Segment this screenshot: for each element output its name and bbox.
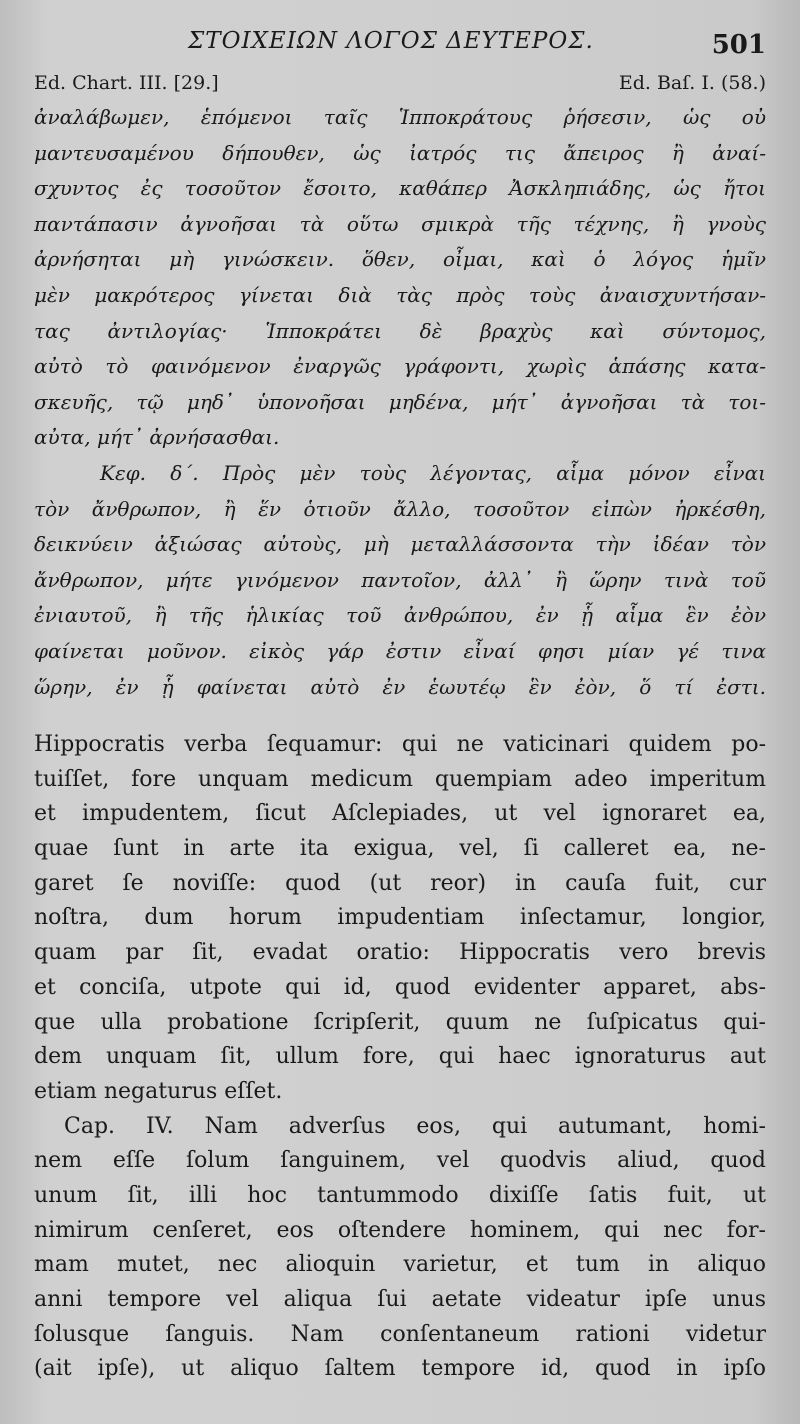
- greek-line: αὐτα, μήτ᾽ ἀρνήσασθαι.: [34, 425, 280, 450]
- running-head: [0, 22, 800, 62]
- greek-line: σκευῆς, τῷ μηδ᾽ ὑπονοῆσαι μηδένα, μήτ᾽ ἀγνοῆσαι τὰ τοι-: [34, 389, 766, 414]
- latin-line: Hippocratis verba ſequamur: qui ne vaticinari quidem po-: [34, 732, 766, 757]
- latin-line: que ulla probatione ſcripſerit, quum ne ſuſpicatus qui-: [34, 1009, 766, 1035]
- latin-line: tuiſſet, fore unquam medicum quempiam adeo imperitum: [34, 766, 766, 792]
- latin-line: anni tempore vel aliqua ſui aetate videatur ipſe unus: [34, 1287, 766, 1312]
- latin-line: quae ſunt in arte ita exigua, vel, ſi calleret ea, ne-: [34, 836, 766, 862]
- greek-line: δεικνύειν ἀξιώσας αὐτοὺς, μὴ μεταλλάσσοντα τὴν ἰδέαν τὸν: [34, 532, 766, 557]
- edition-basel: Ed. Baſ. I. (58.): [618, 72, 766, 94]
- greek-line: ὥρην, ἐν ᾗ φαίνεται αὐτὸ ἐν ἑωυτέῳ ἓν ἐὸν, ὅ τί ἐστι.: [34, 674, 766, 699]
- latin-line: (ait ipſe), ut aliquo ſaltem tempore id, quod in ipſo: [34, 1356, 766, 1382]
- latin-line: nimirum cenſeret, eos oſtendere hominem, qui nec for-: [34, 1217, 766, 1243]
- greek-line: ἀναλάβωμεν, ἑπόμενοι ταῖς Ἱπποκράτους ῥήσεσιν, ὡς οὐ: [34, 105, 766, 129]
- greek-line: ἀρνήσηται μὴ γινώσκειν. ὅθεν, οἶμαι, καὶ ὁ λόγος ἡμῖν: [34, 247, 766, 272]
- greek-line: μὲν μακρότερος γίνεται διὰ τὰς πρὸς τοὺς ἀναισχυντήσαν-: [34, 282, 766, 307]
- latin-line: unum ſit, illi hoc tantummodo dixiſſe ſatis fuit, ut: [34, 1182, 766, 1208]
- latin-line: dem unquam ſit, ullum fore, qui haec ignoraturus aut: [34, 1044, 766, 1070]
- greek-line: αὐτὸ τὸ φαινόμενον ἐναργῶς γράφοντι, χωρὶς ἁπάσης κατα-: [34, 354, 766, 379]
- greek-chapter-heading-line: Κεφ. δ΄. Πρὸς μὲν τοὺς λέγοντας, αἷμα μόνον εἶναι: [100, 460, 766, 485]
- greek-line: σχυντος ἐς τοσοῦτον ἔσοιτο, καθάπερ Ἀσκληπιάδης, ὡς ἤτοι: [34, 176, 766, 201]
- edition-chartier: Ed. Chart. III. [29.]: [34, 72, 219, 94]
- latin-line: et impudentem, ſicut Aſclepiades, ut vel ignoraret ea,: [34, 801, 766, 827]
- greek-line: μαντευσαμένου δήπουθεν, ὡς ἰατρός τις ἄπειρος ἢ ἀναί-: [34, 140, 766, 165]
- greek-line: φαίνεται μοῦνον. εἰκὸς γάρ ἐστιν εἶναί φησι μίαν γέ τινα: [34, 638, 766, 663]
- page-number: 501: [711, 30, 766, 60]
- latin-line: noſtra, dum horum impudentiam inſectamur, longior,: [34, 905, 766, 931]
- latin-chapter-heading-line: Cap. IV. Nam adverſus eos, qui autumant, homi-: [64, 1113, 766, 1139]
- latin-text: [34, 728, 766, 1387]
- greek-line: τας ἀντιλογίας· Ἱπποκράτει δὲ βραχὺς καὶ σύντομος,: [34, 318, 766, 343]
- greek-line: ἐνιαυτοῦ, ἢ τῆς ἡλικίας τοῦ ἀνθρώπου, ἐν ᾗ αἷμα ἓν ἐὸν: [34, 603, 766, 628]
- edition-line: [34, 72, 766, 98]
- greek-line: τὸν ἄνθρωπον, ἢ ἕν ὁτιοῦν ἄλλο, τοσοῦτον εἰπὼν ἠρκέσθη,: [34, 496, 766, 521]
- latin-line: mam mutet, nec alioquin varietur, et tum in aliquo: [34, 1252, 766, 1278]
- greek-line: ἄνθρωπον, μήτε γινόμενον παντοῖον, ἀλλ᾽ ἢ ὥρην τινὰ τοῦ: [34, 567, 766, 592]
- latin-line: quam par ſit, evadat oratio: Hippocratis vero brevis: [34, 940, 766, 966]
- latin-line: ſolusque ſanguis. Nam conſentaneum rationi videtur: [34, 1321, 766, 1347]
- latin-line: nem eſſe ſolum ſanguinem, vel quodvis aliud, quod: [34, 1148, 766, 1174]
- greek-text: [34, 100, 766, 705]
- latin-line: garet ſe noviſſe: quod (ut reor) in cauſa fuit, cur: [34, 870, 766, 896]
- latin-line: et conciſa, utpote qui id, quod evidenter apparet, abs-: [34, 974, 766, 1000]
- greek-line: παντάπασιν ἀγνοῆσαι τὰ οὕτω σμικρὰ τῆς τέχνης, ἢ γνοὺς: [34, 211, 766, 236]
- latin-line: etiam negaturus eſſet.: [34, 1078, 283, 1104]
- running-title: ΣΤΟΙΧΕΙΩΝ ΛΟΓΟΣ ΔΕΥΤΕΡΟΣ.: [188, 28, 594, 54]
